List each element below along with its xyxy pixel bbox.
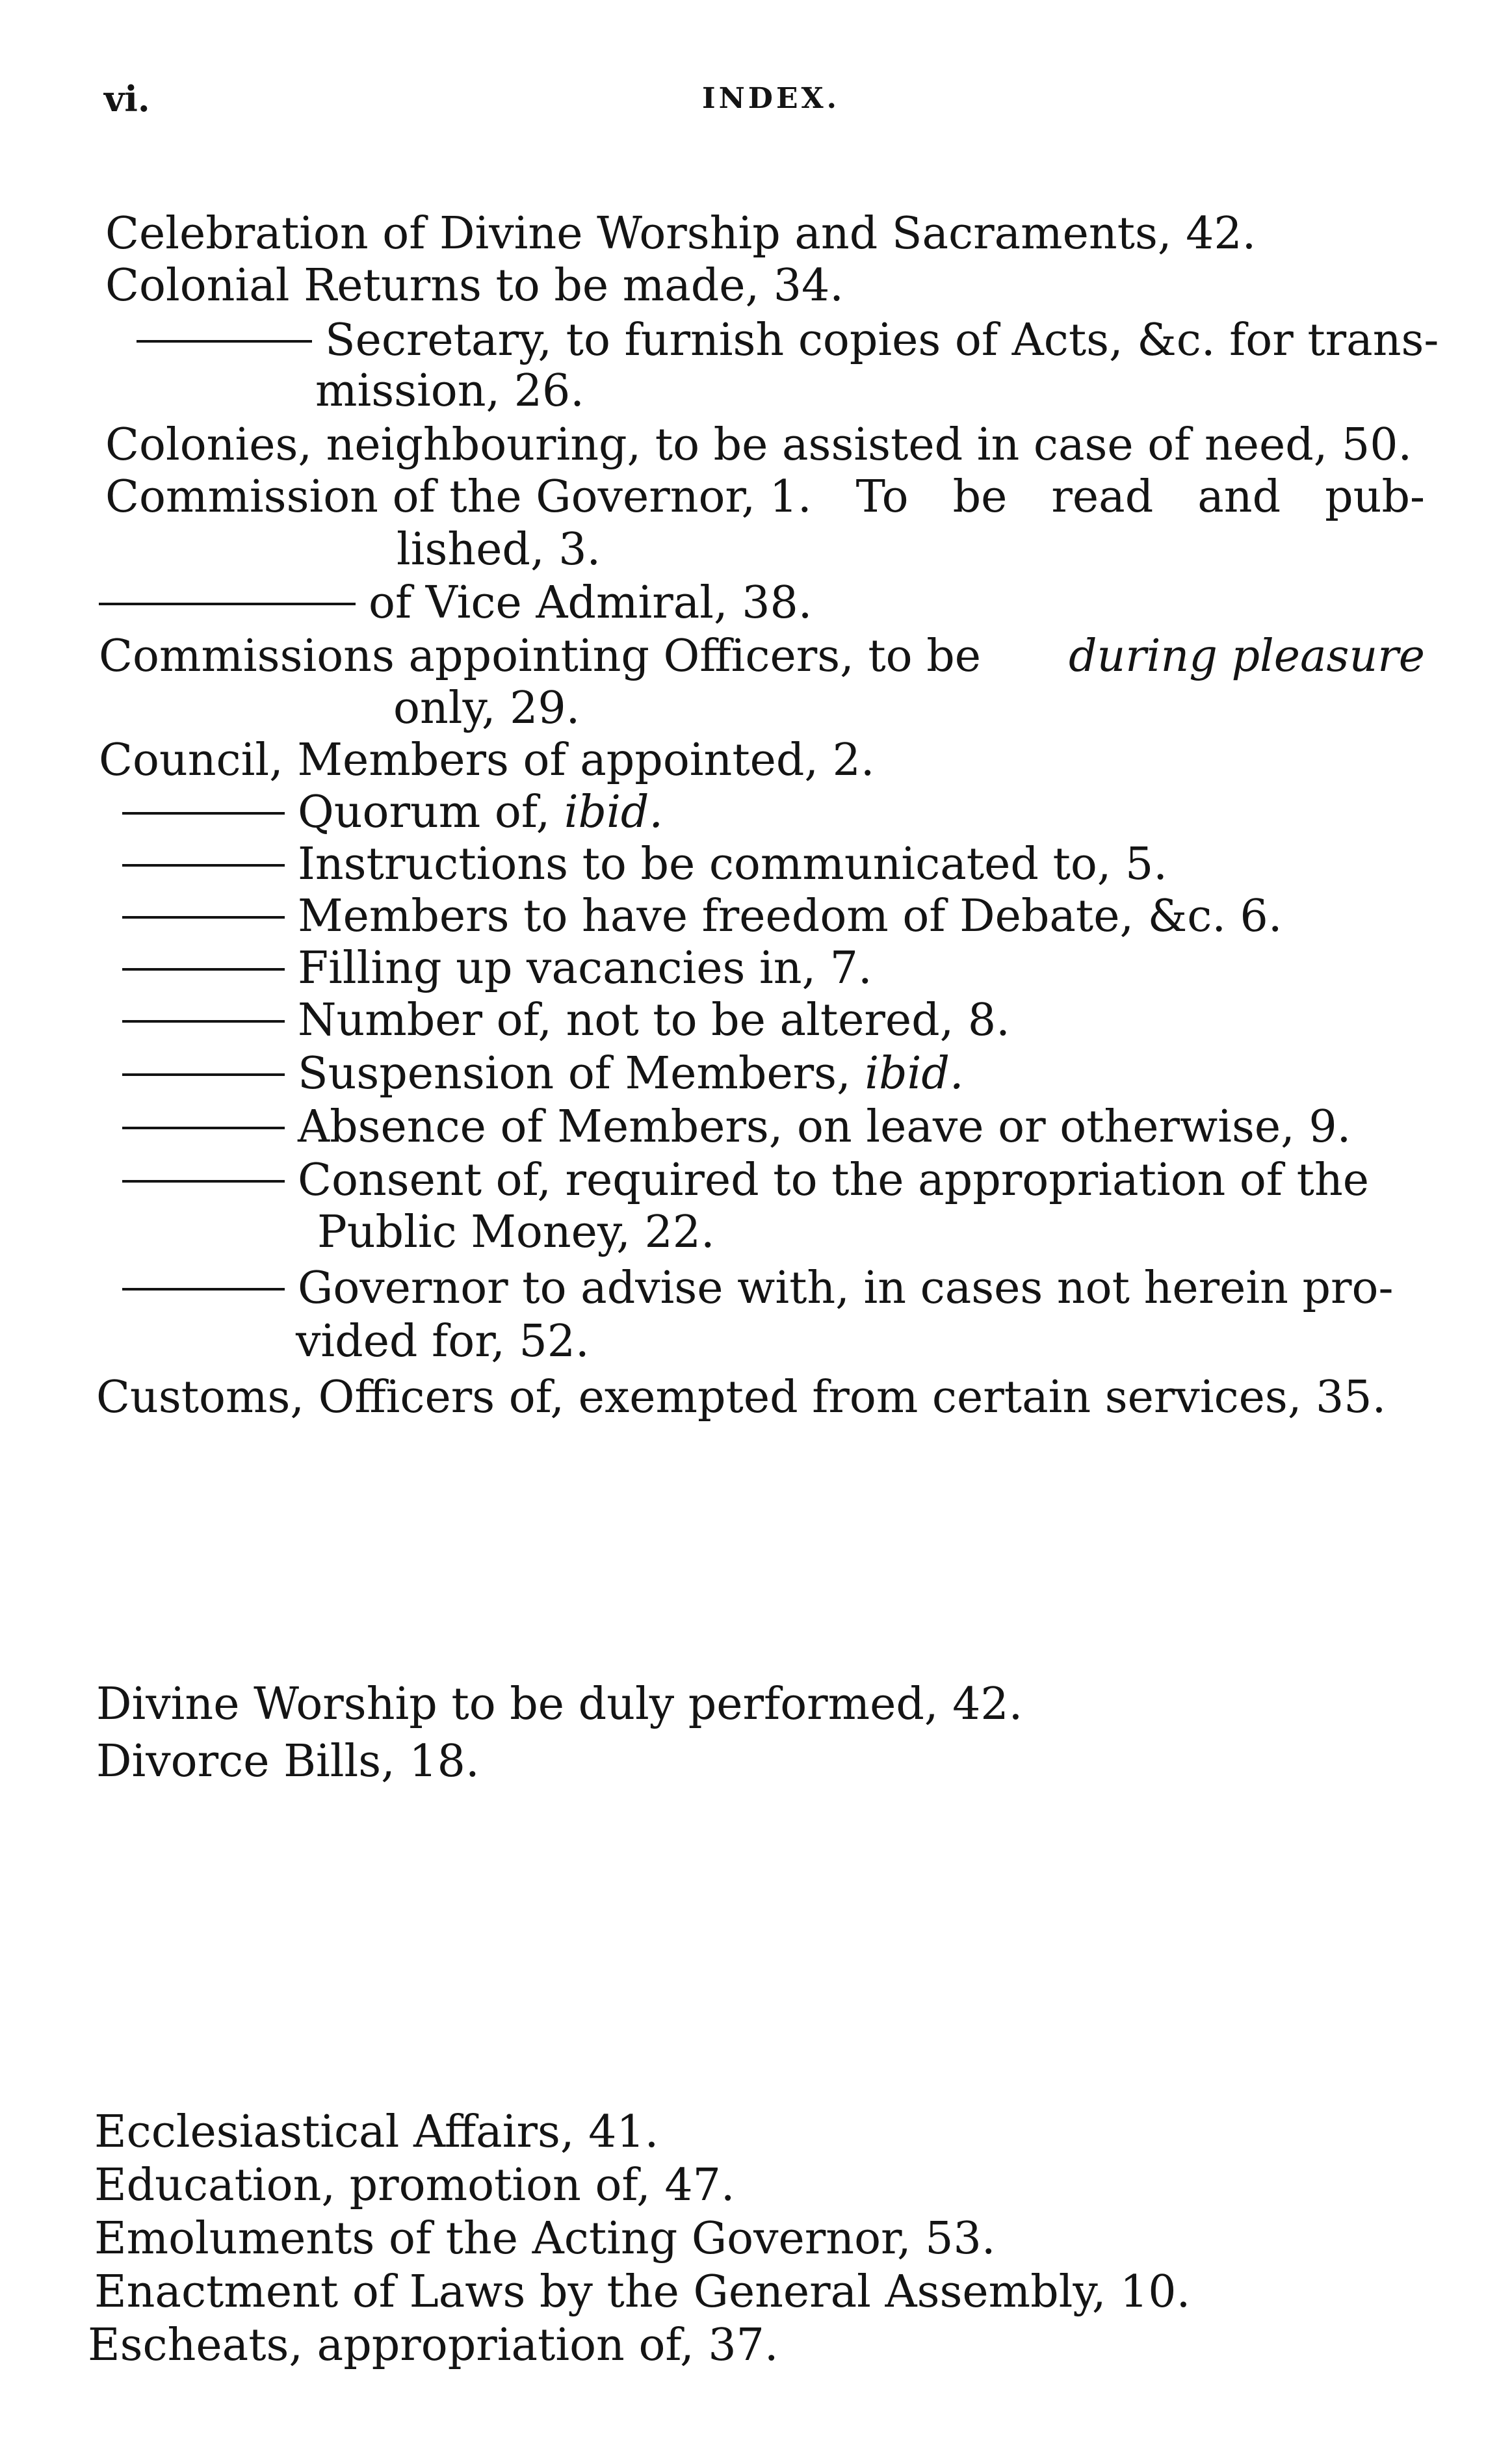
index-entry-continuation: lished, 3. [397, 524, 601, 575]
ditto-dash [122, 812, 285, 815]
entry-emphasis: ibid. [564, 787, 663, 838]
entry-text: Consent of, required to the appropriation of the [298, 1155, 1370, 1206]
index-entry [122, 943, 872, 995]
entry-word: Commission of the Governor, 1. [105, 471, 812, 523]
entry-text: Quorum of, [298, 787, 551, 838]
ditto-dash [122, 968, 285, 971]
index-entry: Escheats, appropriation of, 37. [88, 2320, 779, 2371]
page-number: vi. [104, 78, 150, 120]
index-entry [99, 577, 812, 629]
entry-text: of Vice Admiral, 38. [369, 577, 813, 629]
index-entry-continuation: Public Money, 22. [317, 1207, 715, 1258]
ditto-dash [122, 1020, 285, 1023]
ditto-dash [122, 1180, 285, 1183]
entry-text: Suspension of Members, [298, 1048, 851, 1099]
index-entry: Customs, Officers of, exempted from certain services, 35. [96, 1372, 1387, 1423]
index-entry [122, 891, 1282, 943]
ditto-dash [122, 916, 285, 919]
index-entry [122, 1101, 1351, 1153]
entry-text: Absence of Members, on leave or otherwise, 9. [298, 1101, 1351, 1153]
index-entry-continuation: mission, 26. [315, 365, 584, 417]
entry-text: Number of, not to be altered, 8. [298, 995, 1010, 1046]
index-entry: Council, Members of appointed, 2. [99, 735, 875, 786]
entry-text: Secretary, to furnish copies of Acts, &c. for trans- [325, 315, 1439, 366]
index-entry [122, 839, 1167, 891]
entry-word: read [1051, 471, 1154, 523]
entry-word: pub- [1325, 471, 1425, 523]
index-entry [122, 1263, 1393, 1315]
index-entry: Divine Worship to be duly performed, 42. [96, 1679, 1023, 1730]
entry-text: Governor to advise with, in cases not herein pro- [298, 1263, 1394, 1314]
page-title: INDEX. [702, 82, 840, 115]
entry-word: and [1197, 471, 1281, 523]
index-entry: Colonial Returns to be made, 34. [105, 260, 844, 311]
index-entry: Education, promotion of, 47. [94, 2160, 735, 2211]
entry-word: be [952, 471, 1008, 523]
entry-text: Instructions to be communicated to, 5. [298, 839, 1167, 890]
ditto-dash [122, 1073, 285, 1076]
index-entry: Emoluments of the Acting Governor, 53. [94, 2213, 996, 2264]
index-entry [105, 471, 1425, 523]
entry-text: Filling up vacancies in, 7. [298, 943, 872, 994]
ditto-dash [122, 864, 285, 867]
entry-word: To [855, 471, 909, 523]
index-entry: Celebration of Divine Worship and Sacraments, 42. [105, 208, 1257, 259]
entry-emphasis: during pleasure [1068, 631, 1425, 682]
ditto-dash [122, 1288, 285, 1291]
index-entry [137, 315, 1439, 367]
index-entry: Divorce Bills, 18. [96, 1736, 480, 1787]
entry-text: Commissions appointing Officers, to be [99, 631, 981, 682]
index-entry: Enactment of Laws by the General Assembly, 10. [94, 2266, 1191, 2318]
index-entry [122, 1048, 964, 1100]
index-entry: Ecclesiastical Affairs, 41. [94, 2106, 659, 2158]
ditto-dash [137, 340, 312, 343]
entry-text: Members to have freedom of Debate, &c. 6. [298, 891, 1283, 942]
index-entry [122, 787, 663, 839]
ditto-dash [99, 603, 356, 605]
index-entry-continuation: vided for, 52. [296, 1316, 590, 1367]
running-head [98, 78, 1398, 130]
index-entry [99, 631, 1425, 683]
index-entry [122, 995, 1010, 1047]
index-entry: Colonies, neighbouring, to be assisted in case of need, 50. [105, 419, 1413, 471]
ditto-dash [122, 1127, 285, 1129]
index-entry-continuation: only, 29. [393, 683, 580, 734]
index-entry [122, 1155, 1369, 1207]
entry-emphasis: ibid. [865, 1048, 964, 1099]
